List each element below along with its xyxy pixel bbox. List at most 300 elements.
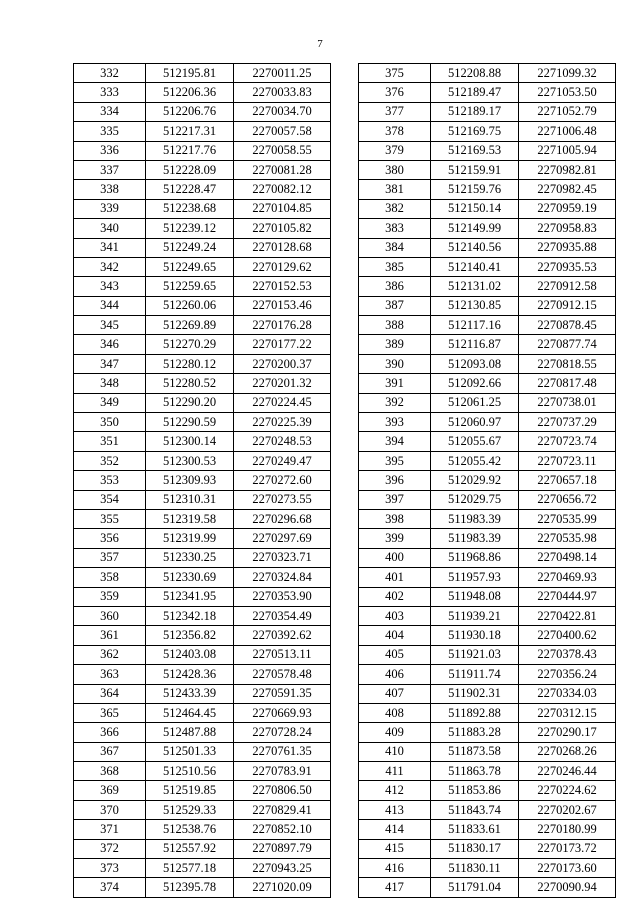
y-coordinate-cell: 2270513.11 bbox=[234, 645, 331, 664]
table-row bbox=[359, 257, 616, 276]
x-coordinate-cell: 511830.11 bbox=[431, 859, 519, 878]
table-row bbox=[359, 762, 616, 781]
point-number-cell: 353 bbox=[74, 471, 146, 490]
y-coordinate-cell: 2271005.94 bbox=[519, 141, 616, 160]
y-coordinate-cell: 2270268.26 bbox=[519, 742, 616, 761]
table-row bbox=[359, 606, 616, 625]
y-coordinate-cell: 2270011.25 bbox=[234, 64, 331, 83]
x-coordinate-cell: 512510.56 bbox=[146, 762, 234, 781]
point-number-cell: 417 bbox=[359, 878, 431, 897]
table-row bbox=[74, 277, 331, 296]
point-number-cell: 350 bbox=[74, 413, 146, 432]
x-coordinate-cell: 512501.33 bbox=[146, 742, 234, 761]
x-coordinate-cell: 512280.12 bbox=[146, 354, 234, 373]
x-coordinate-cell: 512093.08 bbox=[431, 354, 519, 373]
x-coordinate-cell: 512330.25 bbox=[146, 548, 234, 567]
y-coordinate-cell: 2270033.83 bbox=[234, 83, 331, 102]
y-coordinate-cell: 2270225.39 bbox=[234, 413, 331, 432]
x-coordinate-cell: 511968.86 bbox=[431, 548, 519, 567]
table-row bbox=[359, 160, 616, 179]
x-coordinate-cell: 511957.93 bbox=[431, 568, 519, 587]
table-row bbox=[74, 296, 331, 315]
y-coordinate-cell: 2271099.32 bbox=[519, 64, 616, 83]
y-coordinate-cell: 2270034.70 bbox=[234, 102, 331, 121]
x-coordinate-cell: 512117.16 bbox=[431, 316, 519, 335]
table-row bbox=[359, 64, 616, 83]
y-coordinate-cell: 2270669.93 bbox=[234, 703, 331, 722]
point-number-cell: 411 bbox=[359, 762, 431, 781]
table-row bbox=[359, 509, 616, 528]
point-number-cell: 376 bbox=[359, 83, 431, 102]
y-coordinate-cell: 2270334.03 bbox=[519, 684, 616, 703]
table-row bbox=[74, 839, 331, 858]
y-coordinate-cell: 2270057.58 bbox=[234, 122, 331, 141]
x-coordinate-cell: 511883.28 bbox=[431, 723, 519, 742]
table-row bbox=[74, 781, 331, 800]
x-coordinate-cell: 512206.76 bbox=[146, 102, 234, 121]
y-coordinate-cell: 2270177.22 bbox=[234, 335, 331, 354]
point-number-cell: 400 bbox=[359, 548, 431, 567]
y-coordinate-cell: 2270173.72 bbox=[519, 839, 616, 858]
point-number-cell: 416 bbox=[359, 859, 431, 878]
table-row bbox=[74, 665, 331, 684]
y-coordinate-cell: 2270897.79 bbox=[234, 839, 331, 858]
point-number-cell: 407 bbox=[359, 684, 431, 703]
point-number-cell: 358 bbox=[74, 568, 146, 587]
y-coordinate-cell: 2270082.12 bbox=[234, 180, 331, 199]
x-coordinate-cell: 512169.75 bbox=[431, 122, 519, 141]
point-number-cell: 399 bbox=[359, 529, 431, 548]
point-number-cell: 333 bbox=[74, 83, 146, 102]
table-row bbox=[359, 141, 616, 160]
point-number-cell: 371 bbox=[74, 820, 146, 839]
table-row bbox=[74, 141, 331, 160]
y-coordinate-cell: 2270290.17 bbox=[519, 723, 616, 742]
table-row bbox=[359, 742, 616, 761]
point-number-cell: 354 bbox=[74, 490, 146, 509]
y-coordinate-cell: 2270656.72 bbox=[519, 490, 616, 509]
y-coordinate-cell: 2270312.15 bbox=[519, 703, 616, 722]
x-coordinate-cell: 511863.78 bbox=[431, 762, 519, 781]
x-coordinate-cell: 512300.14 bbox=[146, 432, 234, 451]
y-coordinate-cell: 2270728.24 bbox=[234, 723, 331, 742]
y-coordinate-cell: 2271020.09 bbox=[234, 878, 331, 897]
table-row bbox=[74, 529, 331, 548]
x-coordinate-cell: 512356.82 bbox=[146, 626, 234, 645]
y-coordinate-cell: 2270852.10 bbox=[234, 820, 331, 839]
x-coordinate-cell: 511843.74 bbox=[431, 800, 519, 819]
point-number-cell: 401 bbox=[359, 568, 431, 587]
table-row bbox=[74, 180, 331, 199]
x-coordinate-cell: 512092.66 bbox=[431, 374, 519, 393]
table-row bbox=[359, 703, 616, 722]
x-coordinate-cell: 511902.31 bbox=[431, 684, 519, 703]
x-coordinate-cell: 512538.76 bbox=[146, 820, 234, 839]
x-coordinate-cell: 512169.53 bbox=[431, 141, 519, 160]
x-coordinate-cell: 512341.95 bbox=[146, 587, 234, 606]
point-number-cell: 392 bbox=[359, 393, 431, 412]
y-coordinate-cell: 2270153.46 bbox=[234, 296, 331, 315]
x-coordinate-cell: 512195.81 bbox=[146, 64, 234, 83]
y-coordinate-cell: 2270224.45 bbox=[234, 393, 331, 412]
table-row bbox=[359, 878, 616, 897]
x-coordinate-cell: 512309.93 bbox=[146, 471, 234, 490]
y-coordinate-cell: 2270878.45 bbox=[519, 316, 616, 335]
point-number-cell: 410 bbox=[359, 742, 431, 761]
y-coordinate-cell: 2270783.91 bbox=[234, 762, 331, 781]
y-coordinate-cell: 2270578.48 bbox=[234, 665, 331, 684]
x-coordinate-cell: 512249.65 bbox=[146, 257, 234, 276]
y-coordinate-cell: 2270535.98 bbox=[519, 529, 616, 548]
point-number-cell: 413 bbox=[359, 800, 431, 819]
y-coordinate-cell: 2270104.85 bbox=[234, 199, 331, 218]
y-coordinate-cell: 2270246.44 bbox=[519, 762, 616, 781]
point-number-cell: 345 bbox=[74, 316, 146, 335]
point-number-cell: 393 bbox=[359, 413, 431, 432]
point-number-cell: 339 bbox=[74, 199, 146, 218]
table-row bbox=[359, 490, 616, 509]
y-coordinate-cell: 2270105.82 bbox=[234, 219, 331, 238]
table-row bbox=[359, 723, 616, 742]
x-coordinate-cell: 511833.61 bbox=[431, 820, 519, 839]
table-row bbox=[359, 374, 616, 393]
x-coordinate-cell: 512061.25 bbox=[431, 393, 519, 412]
table-row bbox=[359, 781, 616, 800]
table-row bbox=[74, 490, 331, 509]
coordinates-table-right bbox=[358, 63, 616, 898]
x-coordinate-cell: 512290.20 bbox=[146, 393, 234, 412]
x-coordinate-cell: 511939.21 bbox=[431, 606, 519, 625]
table-row bbox=[74, 762, 331, 781]
page-number: 7 bbox=[317, 38, 323, 50]
table-row bbox=[74, 703, 331, 722]
table-row bbox=[74, 471, 331, 490]
x-coordinate-cell: 512487.88 bbox=[146, 723, 234, 742]
y-coordinate-cell: 2270738.01 bbox=[519, 393, 616, 412]
y-coordinate-cell: 2270469.93 bbox=[519, 568, 616, 587]
x-coordinate-cell: 511948.08 bbox=[431, 587, 519, 606]
y-coordinate-cell: 2270959.19 bbox=[519, 199, 616, 218]
point-number-cell: 344 bbox=[74, 296, 146, 315]
table-row bbox=[74, 626, 331, 645]
y-coordinate-cell: 2270935.53 bbox=[519, 257, 616, 276]
x-coordinate-cell: 512557.92 bbox=[146, 839, 234, 858]
y-coordinate-cell: 2270723.11 bbox=[519, 451, 616, 470]
point-number-cell: 390 bbox=[359, 354, 431, 373]
x-coordinate-cell: 512577.18 bbox=[146, 859, 234, 878]
table-row bbox=[74, 374, 331, 393]
x-coordinate-cell: 512060.97 bbox=[431, 413, 519, 432]
x-coordinate-cell: 512259.65 bbox=[146, 277, 234, 296]
x-coordinate-cell: 512217.76 bbox=[146, 141, 234, 160]
point-number-cell: 383 bbox=[359, 219, 431, 238]
y-coordinate-cell: 2270400.62 bbox=[519, 626, 616, 645]
x-coordinate-cell: 512131.02 bbox=[431, 277, 519, 296]
y-coordinate-cell: 2270180.99 bbox=[519, 820, 616, 839]
y-coordinate-cell: 2270200.37 bbox=[234, 354, 331, 373]
y-coordinate-cell: 2270323.71 bbox=[234, 548, 331, 567]
point-number-cell: 387 bbox=[359, 296, 431, 315]
y-coordinate-cell: 2270128.68 bbox=[234, 238, 331, 257]
y-coordinate-cell: 2270817.48 bbox=[519, 374, 616, 393]
point-number-cell: 374 bbox=[74, 878, 146, 897]
point-number-cell: 338 bbox=[74, 180, 146, 199]
y-coordinate-cell: 2270737.29 bbox=[519, 413, 616, 432]
point-number-cell: 381 bbox=[359, 180, 431, 199]
table-row bbox=[359, 180, 616, 199]
point-number-cell: 368 bbox=[74, 762, 146, 781]
x-coordinate-cell: 512206.36 bbox=[146, 83, 234, 102]
point-number-cell: 414 bbox=[359, 820, 431, 839]
x-coordinate-cell: 511830.17 bbox=[431, 839, 519, 858]
table-row bbox=[74, 64, 331, 83]
y-coordinate-cell: 2270272.60 bbox=[234, 471, 331, 490]
point-number-cell: 359 bbox=[74, 587, 146, 606]
point-number-cell: 384 bbox=[359, 238, 431, 257]
point-number-cell: 341 bbox=[74, 238, 146, 257]
y-coordinate-cell: 2270818.55 bbox=[519, 354, 616, 373]
table-row bbox=[359, 684, 616, 703]
x-coordinate-cell: 512260.06 bbox=[146, 296, 234, 315]
table-row bbox=[359, 122, 616, 141]
table-row bbox=[359, 335, 616, 354]
x-coordinate-cell: 512330.69 bbox=[146, 568, 234, 587]
y-coordinate-cell: 2270498.14 bbox=[519, 548, 616, 567]
point-number-cell: 379 bbox=[359, 141, 431, 160]
x-coordinate-cell: 512149.99 bbox=[431, 219, 519, 238]
y-coordinate-cell: 2270296.68 bbox=[234, 509, 331, 528]
table-row bbox=[359, 548, 616, 567]
point-number-cell: 415 bbox=[359, 839, 431, 858]
point-number-cell: 355 bbox=[74, 509, 146, 528]
table-row bbox=[359, 354, 616, 373]
y-coordinate-cell: 2270982.81 bbox=[519, 160, 616, 179]
x-coordinate-cell: 511911.74 bbox=[431, 665, 519, 684]
table-row bbox=[74, 587, 331, 606]
point-number-cell: 346 bbox=[74, 335, 146, 354]
x-coordinate-cell: 511892.88 bbox=[431, 703, 519, 722]
x-coordinate-cell: 512433.39 bbox=[146, 684, 234, 703]
table-row bbox=[359, 859, 616, 878]
x-coordinate-cell: 512055.67 bbox=[431, 432, 519, 451]
y-coordinate-cell: 2270378.43 bbox=[519, 645, 616, 664]
table-row bbox=[359, 413, 616, 432]
table-row bbox=[74, 354, 331, 373]
y-coordinate-cell: 2270058.55 bbox=[234, 141, 331, 160]
table-row bbox=[74, 509, 331, 528]
point-number-cell: 363 bbox=[74, 665, 146, 684]
table-row bbox=[359, 277, 616, 296]
point-number-cell: 396 bbox=[359, 471, 431, 490]
point-number-cell: 409 bbox=[359, 723, 431, 742]
point-number-cell: 385 bbox=[359, 257, 431, 276]
table-row bbox=[74, 432, 331, 451]
point-number-cell: 397 bbox=[359, 490, 431, 509]
table-row bbox=[74, 393, 331, 412]
x-coordinate-cell: 511983.39 bbox=[431, 509, 519, 528]
table-row bbox=[74, 102, 331, 121]
table-row bbox=[74, 742, 331, 761]
x-coordinate-cell: 512159.91 bbox=[431, 160, 519, 179]
coordinates-table-left bbox=[73, 63, 331, 898]
x-coordinate-cell: 512228.47 bbox=[146, 180, 234, 199]
table-row bbox=[359, 568, 616, 587]
point-number-cell: 365 bbox=[74, 703, 146, 722]
point-number-cell: 332 bbox=[74, 64, 146, 83]
y-coordinate-cell: 2270248.53 bbox=[234, 432, 331, 451]
point-number-cell: 380 bbox=[359, 160, 431, 179]
table-row bbox=[359, 296, 616, 315]
point-number-cell: 336 bbox=[74, 141, 146, 160]
table-row bbox=[74, 684, 331, 703]
x-coordinate-cell: 512300.53 bbox=[146, 451, 234, 470]
x-coordinate-cell: 511983.39 bbox=[431, 529, 519, 548]
x-coordinate-cell: 512270.29 bbox=[146, 335, 234, 354]
x-coordinate-cell: 512150.14 bbox=[431, 199, 519, 218]
y-coordinate-cell: 2270912.15 bbox=[519, 296, 616, 315]
y-coordinate-cell: 2270657.18 bbox=[519, 471, 616, 490]
x-coordinate-cell: 512519.85 bbox=[146, 781, 234, 800]
y-coordinate-cell: 2270806.50 bbox=[234, 781, 331, 800]
point-number-cell: 364 bbox=[74, 684, 146, 703]
x-coordinate-cell: 512464.45 bbox=[146, 703, 234, 722]
table-row bbox=[359, 316, 616, 335]
y-coordinate-cell: 2270176.28 bbox=[234, 316, 331, 335]
x-coordinate-cell: 512189.17 bbox=[431, 102, 519, 121]
table-row bbox=[74, 878, 331, 897]
table-row bbox=[74, 451, 331, 470]
y-coordinate-cell: 2271052.79 bbox=[519, 102, 616, 121]
y-coordinate-cell: 2270591.35 bbox=[234, 684, 331, 703]
table-row bbox=[74, 548, 331, 567]
table-row bbox=[359, 393, 616, 412]
x-coordinate-cell: 512159.76 bbox=[431, 180, 519, 199]
y-coordinate-cell: 2270829.41 bbox=[234, 800, 331, 819]
point-number-cell: 335 bbox=[74, 122, 146, 141]
point-number-cell: 402 bbox=[359, 587, 431, 606]
point-number-cell: 375 bbox=[359, 64, 431, 83]
x-coordinate-cell: 512403.08 bbox=[146, 645, 234, 664]
table-row bbox=[74, 820, 331, 839]
point-number-cell: 352 bbox=[74, 451, 146, 470]
x-coordinate-cell: 511873.58 bbox=[431, 742, 519, 761]
point-number-cell: 348 bbox=[74, 374, 146, 393]
point-number-cell: 406 bbox=[359, 665, 431, 684]
x-coordinate-cell: 512217.31 bbox=[146, 122, 234, 141]
y-coordinate-cell: 2270354.49 bbox=[234, 606, 331, 625]
x-coordinate-cell: 512140.56 bbox=[431, 238, 519, 257]
point-number-cell: 388 bbox=[359, 316, 431, 335]
table-row bbox=[359, 102, 616, 121]
table-row bbox=[359, 839, 616, 858]
x-coordinate-cell: 511853.86 bbox=[431, 781, 519, 800]
y-coordinate-cell: 2270224.62 bbox=[519, 781, 616, 800]
x-coordinate-cell: 511930.18 bbox=[431, 626, 519, 645]
table-row bbox=[359, 238, 616, 257]
x-coordinate-cell: 512130.85 bbox=[431, 296, 519, 315]
x-coordinate-cell: 512238.68 bbox=[146, 199, 234, 218]
point-number-cell: 408 bbox=[359, 703, 431, 722]
y-coordinate-cell: 2270297.69 bbox=[234, 529, 331, 548]
table-row bbox=[74, 316, 331, 335]
point-number-cell: 412 bbox=[359, 781, 431, 800]
point-number-cell: 378 bbox=[359, 122, 431, 141]
y-coordinate-cell: 2270090.94 bbox=[519, 878, 616, 897]
y-coordinate-cell: 2270877.74 bbox=[519, 335, 616, 354]
table-row bbox=[359, 665, 616, 684]
table-row bbox=[74, 160, 331, 179]
table-row bbox=[359, 199, 616, 218]
y-coordinate-cell: 2270353.90 bbox=[234, 587, 331, 606]
x-coordinate-cell: 512140.41 bbox=[431, 257, 519, 276]
point-number-cell: 377 bbox=[359, 102, 431, 121]
table-row bbox=[359, 432, 616, 451]
point-number-cell: 347 bbox=[74, 354, 146, 373]
y-coordinate-cell: 2270761.35 bbox=[234, 742, 331, 761]
x-coordinate-cell: 512290.59 bbox=[146, 413, 234, 432]
point-number-cell: 334 bbox=[74, 102, 146, 121]
x-coordinate-cell: 512228.09 bbox=[146, 160, 234, 179]
table-row bbox=[74, 83, 331, 102]
y-coordinate-cell: 2270943.25 bbox=[234, 859, 331, 878]
table-row bbox=[359, 587, 616, 606]
point-number-cell: 349 bbox=[74, 393, 146, 412]
point-number-cell: 382 bbox=[359, 199, 431, 218]
point-number-cell: 369 bbox=[74, 781, 146, 800]
point-number-cell: 343 bbox=[74, 277, 146, 296]
table-row bbox=[74, 859, 331, 878]
table-row bbox=[359, 820, 616, 839]
table-row bbox=[359, 626, 616, 645]
x-coordinate-cell: 512529.33 bbox=[146, 800, 234, 819]
y-coordinate-cell: 2270173.60 bbox=[519, 859, 616, 878]
point-number-cell: 357 bbox=[74, 548, 146, 567]
table-row bbox=[74, 219, 331, 238]
y-coordinate-cell: 2270273.55 bbox=[234, 490, 331, 509]
x-coordinate-cell: 512029.75 bbox=[431, 490, 519, 509]
point-number-cell: 386 bbox=[359, 277, 431, 296]
x-coordinate-cell: 512208.88 bbox=[431, 64, 519, 83]
y-coordinate-cell: 2270249.47 bbox=[234, 451, 331, 470]
y-coordinate-cell: 2270982.45 bbox=[519, 180, 616, 199]
point-number-cell: 367 bbox=[74, 742, 146, 761]
x-coordinate-cell: 512395.78 bbox=[146, 878, 234, 897]
y-coordinate-cell: 2270935.88 bbox=[519, 238, 616, 257]
table-row bbox=[74, 257, 331, 276]
table-row bbox=[359, 645, 616, 664]
point-number-cell: 395 bbox=[359, 451, 431, 470]
table-row bbox=[74, 606, 331, 625]
x-coordinate-cell: 512189.47 bbox=[431, 83, 519, 102]
y-coordinate-cell: 2270324.84 bbox=[234, 568, 331, 587]
point-number-cell: 356 bbox=[74, 529, 146, 548]
table-row bbox=[74, 199, 331, 218]
x-coordinate-cell: 512055.42 bbox=[431, 451, 519, 470]
x-coordinate-cell: 511921.03 bbox=[431, 645, 519, 664]
y-coordinate-cell: 2270912.58 bbox=[519, 277, 616, 296]
point-number-cell: 337 bbox=[74, 160, 146, 179]
x-coordinate-cell: 512239.12 bbox=[146, 219, 234, 238]
x-coordinate-cell: 512428.36 bbox=[146, 665, 234, 684]
table-row bbox=[74, 645, 331, 664]
x-coordinate-cell: 512342.18 bbox=[146, 606, 234, 625]
x-coordinate-cell: 512269.89 bbox=[146, 316, 234, 335]
point-number-cell: 389 bbox=[359, 335, 431, 354]
y-coordinate-cell: 2270152.53 bbox=[234, 277, 331, 296]
x-coordinate-cell: 512029.92 bbox=[431, 471, 519, 490]
table-row bbox=[74, 238, 331, 257]
point-number-cell: 340 bbox=[74, 219, 146, 238]
